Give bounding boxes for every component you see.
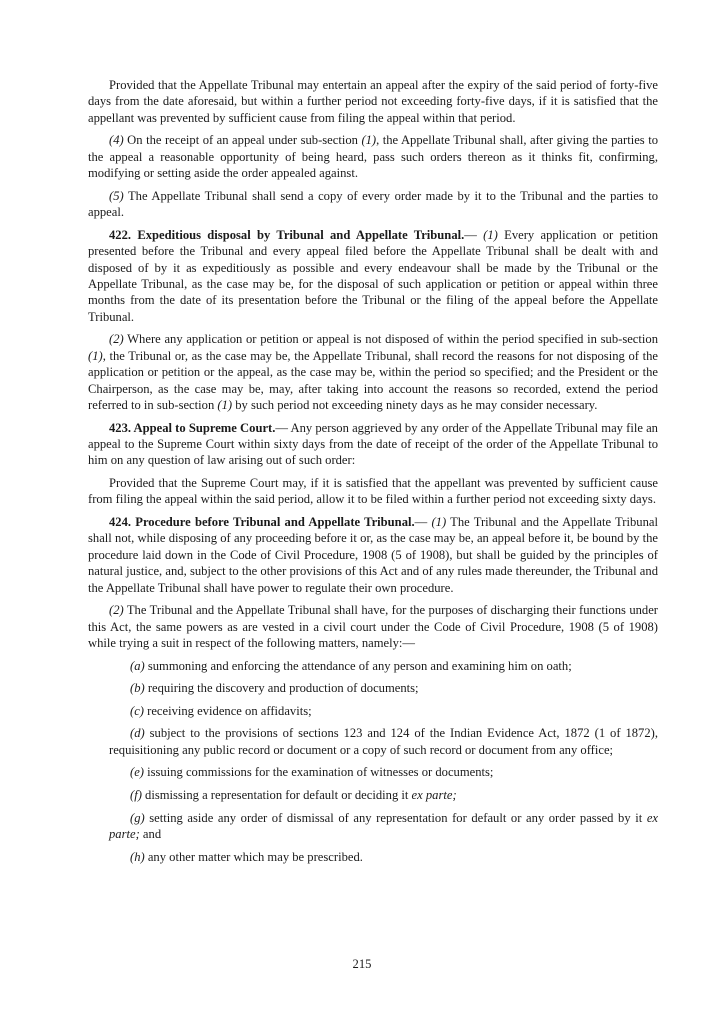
paragraph-text: The Tribunal and the Appellate Tribunal shall not, while disposing of any proceeding before it or, as the case may be, an appeal before it, be bound by the procedure laid down in the Code of Civil Procedure, 1908 (5 of 1908), but shall be guided by the principles of natural justice, and, subject to the other provisions of this Act and of any rules made thereunder, the Tribunal and the Appellate Tribunal shall have power to regulate their own procedure. bbox=[88, 515, 658, 595]
paragraph-text: , the Appellate Tribunal shall, after giving the parties to the appeal a reasonable opportunity of being heard, pass such orders thereon as it thinks fit, confirming, modifying or setting aside the order appealed against. bbox=[88, 133, 658, 181]
clause-c bbox=[109, 703, 658, 719]
clause-text: and bbox=[139, 827, 162, 842]
paragraph-text: The Tribunal and the Appellate Tribunal shall have, for the purposes of discharging their functions under this Act, the same powers as are vested in a civil court under the Code of Civil Procedure, 1908 (5 of 1908) while trying a suit in respect of the following matters, namely:— bbox=[88, 603, 658, 651]
subsection-number: (2) bbox=[109, 603, 124, 618]
clause-text: requiring the discovery and production of documents; bbox=[144, 681, 419, 696]
section-422-paragraph bbox=[88, 227, 658, 325]
clause-f bbox=[109, 787, 658, 803]
subsection-number: (1) bbox=[431, 515, 447, 530]
section-heading: 424. Procedure before Tribunal and Appellate Tribunal. bbox=[109, 515, 415, 530]
clause-b bbox=[109, 680, 658, 696]
section-424-paragraph bbox=[88, 514, 658, 596]
clause-h bbox=[109, 849, 658, 865]
clause-label: (b) bbox=[130, 681, 145, 696]
clause-text: dismissing a representation for default or deciding it bbox=[141, 788, 412, 803]
subsection-4-paragraph bbox=[88, 132, 658, 181]
section-423-proviso bbox=[88, 475, 658, 508]
paragraph-text: Every application or petition presented before the Tribunal and every appeal filed before the Appellate Tribunal shall be dealt with and disposed of by it as expeditiously as possible and every endeavour shall be made by the Tribunal or the Appellate Tribunal, as the case may be, for the disposal of such application or petition or appeal within three months from the date of its presentation before the Tribunal or the filing of the appeal before the Appellate Tribunal. bbox=[88, 227, 658, 324]
clause-d bbox=[109, 725, 658, 758]
clause-text: receiving evidence on affidavits; bbox=[143, 703, 312, 718]
clause-label: (c) bbox=[130, 703, 144, 718]
clause-text: any other matter which may be prescribed. bbox=[144, 849, 363, 864]
paragraph-text: Provided that the Appellate Tribunal may entertain an appeal after the expiry of the said period of forty-five days from the date aforesaid, but within a further period not exceeding forty-five days, if it is satisfied that the appellant was prevented by sufficient cause from filing the appeal within that period. bbox=[88, 78, 658, 125]
proviso-paragraph bbox=[88, 77, 658, 126]
subsection-number: (5) bbox=[109, 188, 124, 203]
clause-g bbox=[109, 810, 658, 843]
clause-a bbox=[109, 658, 658, 674]
paragraph-text: Provided that the Supreme Court may, if it is satisfied that the appellant was prevented by sufficient cause from filing the appeal within the said period, allow it to be filed within a further period not exceeding sixty days. bbox=[88, 476, 658, 507]
subsection-number: (1) bbox=[483, 227, 498, 242]
subsection-number: (4) bbox=[109, 133, 124, 148]
subsection-reference: (1) bbox=[361, 133, 377, 148]
subsection-reference: (1) bbox=[88, 348, 103, 363]
paragraph-text: Any person aggrieved by any order of the Appellate Tribunal may file an appeal to the Supreme Court within sixty days from the date of receipt of the order of the Appellate Tribunal to him on any question of law arising out of such order: bbox=[88, 420, 658, 468]
clause-text: issuing commissions for the examination of witnesses or documents; bbox=[143, 765, 494, 780]
section-heading: 423. Appeal to Supreme Court. bbox=[109, 420, 276, 435]
clause-label: (e) bbox=[130, 765, 144, 780]
clause-text: subject to the provisions of sections 123 and 124 of the Indian Evidence Act, 1872 (1 of 1872), requisitioning any public record or document or a copy of such record or document from any office; bbox=[109, 726, 658, 757]
subsection-5-paragraph bbox=[88, 188, 658, 221]
page-number: 215 bbox=[352, 957, 372, 971]
latin-term: ex parte; bbox=[411, 788, 457, 803]
clause-label: (h) bbox=[130, 849, 145, 864]
subsection-reference: (1) bbox=[217, 398, 233, 413]
clause-label: (d) bbox=[130, 726, 145, 741]
paragraph-text: Where any application or petition or appeal is not disposed of within the period specified in sub-section bbox=[123, 332, 658, 347]
clause-label: (a) bbox=[130, 658, 145, 673]
latin-term: ex parte; bbox=[109, 810, 658, 842]
clause-text: setting aside any order of dismissal of any representation for default or any order passed by it bbox=[144, 810, 647, 825]
document-page bbox=[88, 77, 658, 871]
clause-text: summoning and enforcing the attendance of any person and examining him on oath; bbox=[144, 658, 572, 673]
clause-e bbox=[109, 764, 658, 780]
section-422-subsection-2 bbox=[88, 331, 658, 413]
heading-dash: — bbox=[414, 515, 432, 530]
subsection-number: (2) bbox=[109, 332, 124, 347]
paragraph-text: The Appellate Tribunal shall send a copy of every order made by it to the Tribunal and the parties to appeal. bbox=[88, 188, 658, 220]
section-heading: 422. Expeditious disposal by Tribunal and Appellate Tribunal. bbox=[109, 227, 465, 242]
heading-dash: — bbox=[464, 227, 484, 242]
section-423-paragraph bbox=[88, 420, 658, 469]
heading-dash: — bbox=[275, 420, 291, 435]
paragraph-text: , the Tribunal or, as the case may be, the Appellate Tribunal, shall record the reasons for not disposing of the application or petition or the appeal, as the case may be, within the period so specified; and the President or the Chairperson, as the case may be, may, after taking into account the reasons so recorded, extend the period referred to in sub-section bbox=[88, 348, 658, 413]
clause-label: (f) bbox=[130, 788, 142, 803]
paragraph-text: by such period not exceeding ninety days as he may consider necessary. bbox=[232, 398, 598, 413]
paragraph-text: On the receipt of an appeal under sub-section bbox=[123, 133, 362, 148]
clause-label: (g) bbox=[130, 810, 145, 825]
section-424-subsection-2 bbox=[88, 602, 658, 651]
